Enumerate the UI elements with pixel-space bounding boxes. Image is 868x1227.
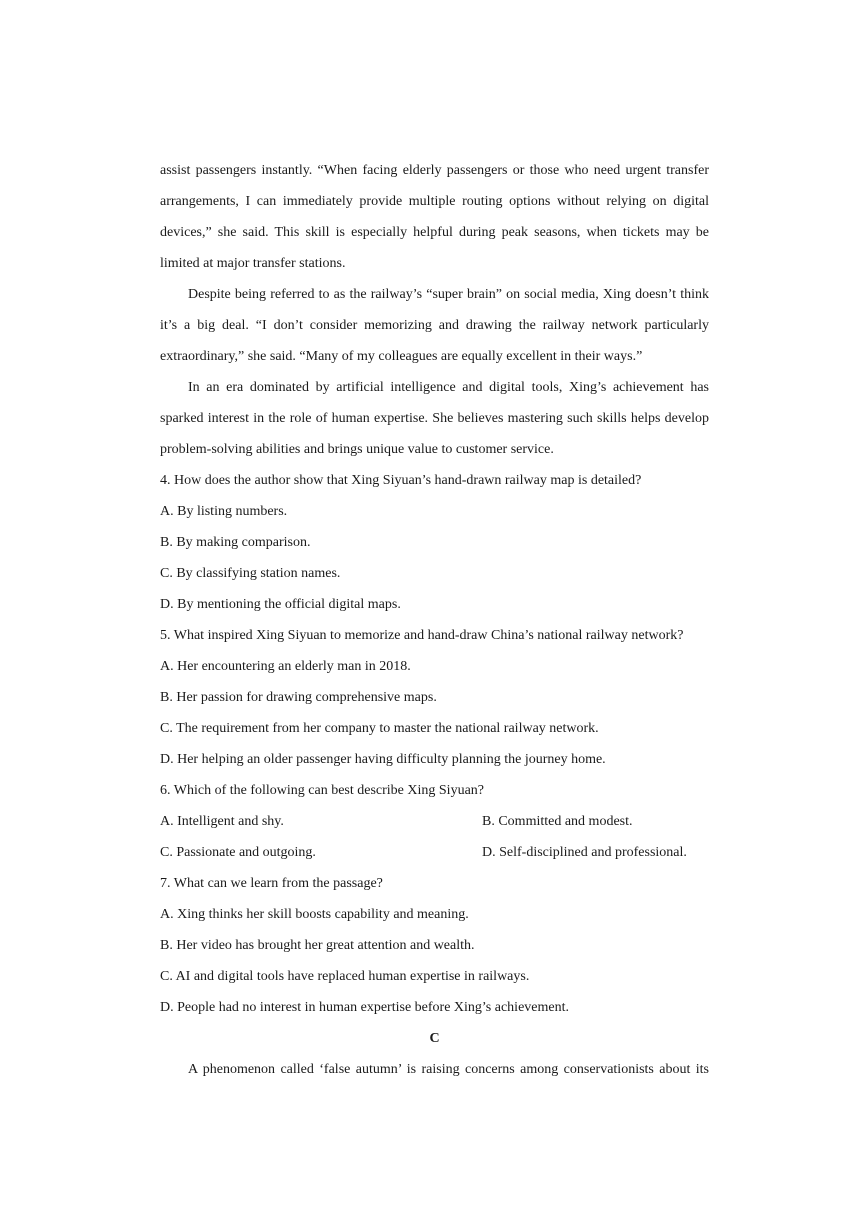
question-6-option-a: A. Intelligent and shy.	[160, 814, 284, 829]
question-4-option-c: C. By classifying station names.	[160, 566, 341, 581]
question-5-stem: 5. What inspired Xing Siyuan to memorize and hand-draw China’s national railway network?	[160, 628, 684, 643]
passage-line: In an era dominated by artificial intelligence and digital tools, Xing’s achievement has	[188, 380, 709, 395]
passage-line: problem-solving abilities and brings unique value to customer service.	[160, 442, 554, 457]
passage-line: Despite being referred to as the railway’s “super brain” on social media, Xing doesn’t think	[188, 287, 709, 302]
passage-line: assist passengers instantly. “When facing elderly passengers or those who need urgent transfer	[160, 163, 709, 178]
question-6-option-c: C. Passionate and outgoing.	[160, 845, 316, 860]
passage-line: arrangements, I can immediately provide multiple routing options without relying on digital	[160, 194, 709, 209]
question-5-option-b: B. Her passion for drawing comprehensive maps.	[160, 690, 437, 705]
section-c-first-line: A phenomenon called ‘false autumn’ is raising concerns among conservationists about its	[188, 1062, 709, 1077]
question-7-option-d: D. People had no interest in human expertise before Xing’s achievement.	[160, 1000, 569, 1015]
question-5-option-c: C. The requirement from her company to master the national railway network.	[160, 721, 599, 736]
question-6-stem: 6. Which of the following can best describe Xing Siyuan?	[160, 783, 484, 798]
question-7-option-c: C. AI and digital tools have replaced human expertise in railways.	[160, 969, 530, 984]
question-5-option-d: D. Her helping an older passenger having difficulty planning the journey home.	[160, 752, 606, 767]
question-7-stem: 7. What can we learn from the passage?	[160, 876, 383, 891]
question-5-option-a: A. Her encountering an elderly man in 2018.	[160, 659, 411, 674]
passage-line: sparked interest in the role of human expertise. She believes mastering such skills helps develop	[160, 411, 709, 426]
question-6-option-d: D. Self-disciplined and professional.	[482, 845, 687, 860]
passage-line: devices,” she said. This skill is especially helpful during peak seasons, when tickets may be	[160, 225, 709, 240]
question-7-option-a: A. Xing thinks her skill boosts capability and meaning.	[160, 907, 469, 922]
section-c-heading: C	[429, 1031, 440, 1046]
passage-line: it’s a big deal. “I don’t consider memorizing and drawing the railway network particularly	[160, 318, 709, 333]
question-4-option-a: A. By listing numbers.	[160, 504, 288, 519]
question-4-stem: 4. How does the author show that Xing Siyuan’s hand-drawn railway map is detailed?	[160, 473, 642, 488]
passage-line: extraordinary,” she said. “Many of my colleagues are equally excellent in their ways.”	[160, 349, 643, 364]
question-4-option-b: B. By making comparison.	[160, 535, 311, 550]
passage-line: limited at major transfer stations.	[160, 256, 346, 271]
question-7-option-b: B. Her video has brought her great attention and wealth.	[160, 938, 475, 953]
question-4-option-d: D. By mentioning the official digital maps.	[160, 597, 401, 612]
question-6-option-b: B. Committed and modest.	[482, 814, 633, 829]
